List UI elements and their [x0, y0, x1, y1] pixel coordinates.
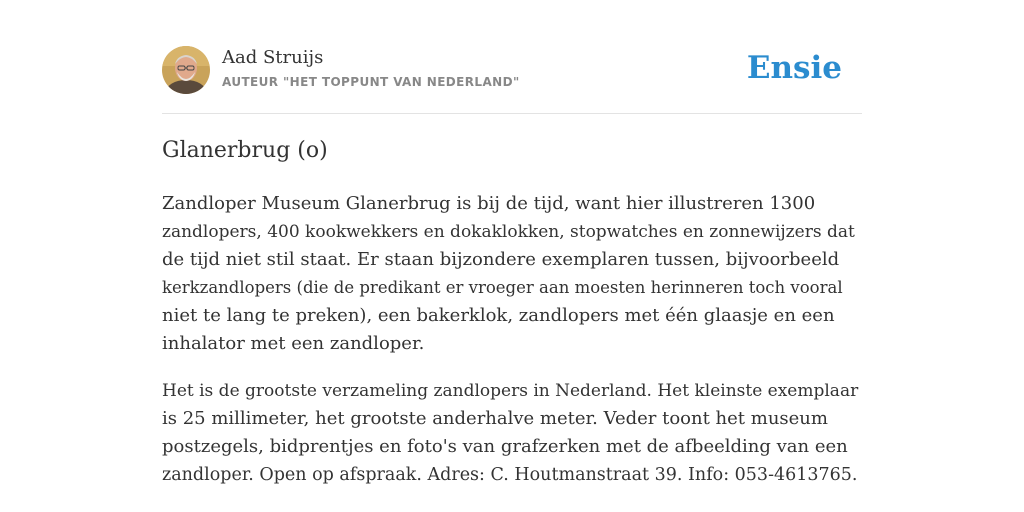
paragraph-line: Zandloper Museum Glanerbrug is bij de tijd, want hier illustreren 1300: [162, 193, 816, 214]
paragraph-line: niet te lang te preken), een bakerklok, zandlopers met één glaasje en een: [162, 305, 835, 326]
author-header: [162, 46, 862, 96]
article-title: Glanerbrug (o): [162, 138, 328, 163]
paragraph-line: Het is de grootste verzameling zandlopers in Nederland. Het kleinste exemplaar: [162, 381, 859, 401]
paragraph-line: is 25 millimeter, het grootste anderhalve meter. Veder toont het museum: [162, 408, 828, 429]
paragraph-line: kerkzandlopers (die de predikant er vroeger aan moesten herinneren toch vooral: [162, 278, 843, 297]
author-subtitle: AUTEUR "HET TOPPUNT VAN NEDERLAND": [222, 75, 520, 89]
header-divider: [162, 113, 862, 114]
paragraph-line: zandloper. Open op afspraak. Adres: C. Houtmanstraat 39. Info: 053-4613765.: [162, 465, 858, 485]
ensie-logo[interactable]: Ensie: [746, 50, 842, 86]
paragraph-line: inhalator met een zandloper.: [162, 333, 425, 354]
author-avatar[interactable]: [162, 46, 210, 94]
paragraph-line: zandlopers, 400 kookwekkers en dokaklokken, stopwatches en zonnewijzers dat: [162, 222, 855, 242]
paragraph-line: de tijd niet stil staat. Er staan bijzondere exemplaren tussen, bijvoorbeeld: [162, 249, 840, 270]
article-paragraph-1: [162, 190, 862, 358]
author-name[interactable]: Aad Struijs: [222, 47, 324, 68]
page: [162, 0, 862, 512]
author-photo-icon: [162, 46, 210, 94]
article-paragraph-2: [162, 377, 862, 489]
paragraph-line: postzegels, bidprentjes en foto's van grafzerken met de afbeelding van een: [162, 436, 848, 457]
